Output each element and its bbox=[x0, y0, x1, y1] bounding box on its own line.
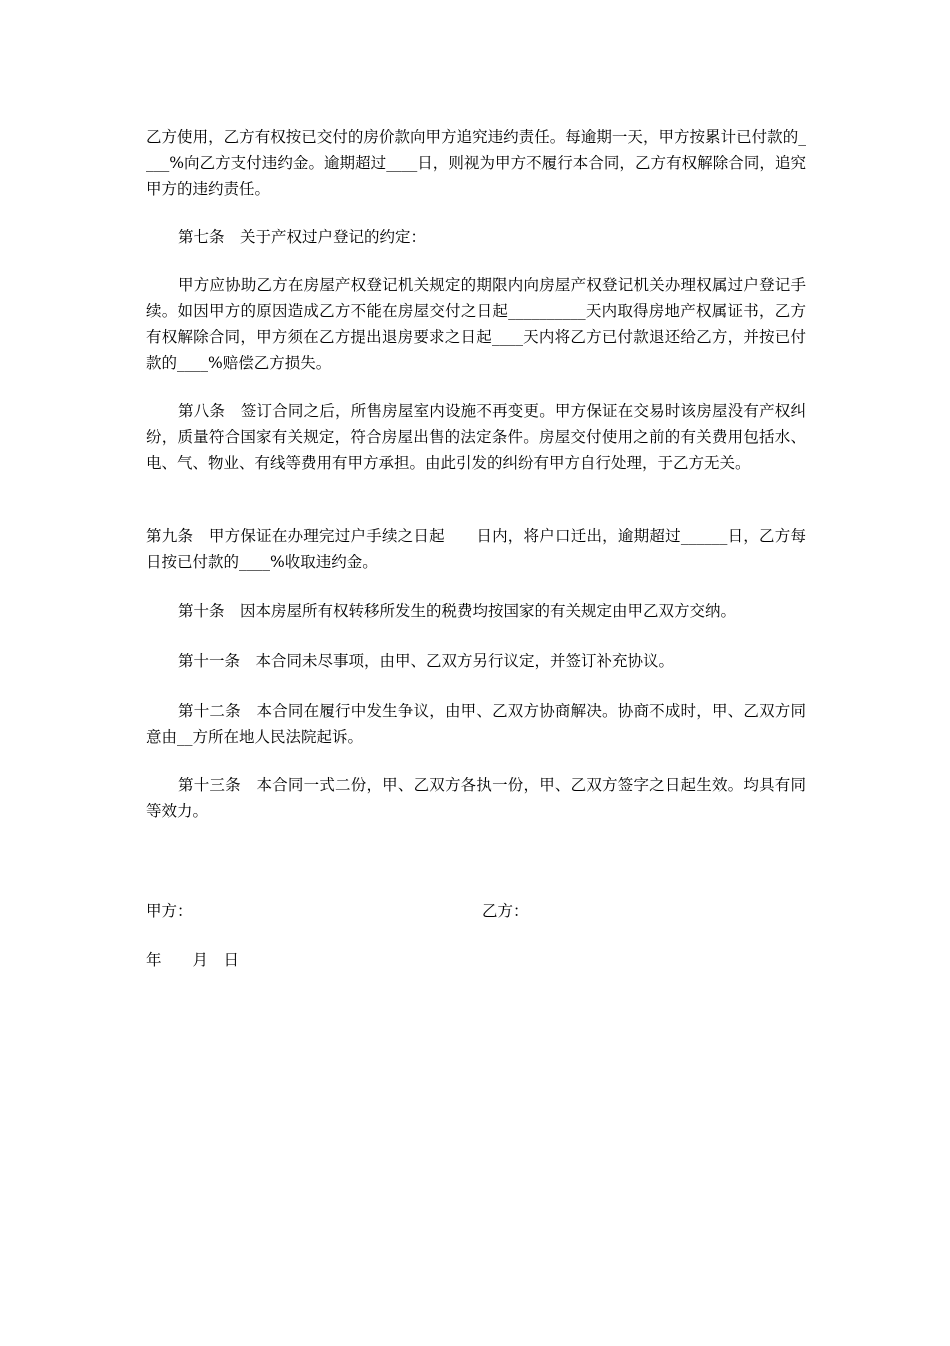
paragraph-clause-7-body: 甲方应协助乙方在房屋产权登记机关规定的期限内向房屋产权登记机关办理权属过户登记手续。如因甲方的原因造成乙方不能在房屋交付之日起__________天内取得房地产权属证书，乙方有权解除合同，甲方须在乙方提出退房要求之日起____天内将乙方已付款退还给乙方，并按已付款的____%赔偿乙方损失。 bbox=[146, 276, 806, 372]
signature-party-b: 乙方： bbox=[482, 902, 529, 920]
paragraph-clause-12: 第十二条 本合同在履行中发生争议，由甲、乙双方协商解决。协商不成时，甲、乙双方同意由__方所在地人民法院起诉。 bbox=[146, 702, 806, 746]
signature-party-a: 甲方： bbox=[146, 902, 193, 920]
paragraph-clause-8: 第八条 签订合同之后，所售房屋室内设施不再变更。甲方保证在交易时该房屋没有产权纠纷，质量符合国家有关规定，符合房屋出售的法定条件。房屋交付使用之前的有关费用包括水、电、气、物业、有线等费用有甲方承担。由此引发的纠纷有甲方自行处理，于乙方无关。 bbox=[146, 402, 806, 472]
signature-date: 年 月 日 bbox=[146, 951, 240, 969]
paragraph-clause-13: 第十三条 本合同一式二份，甲、乙双方各执一份，甲、乙双方签字之日起生效。均具有同等效力。 bbox=[146, 776, 806, 820]
paragraph-clause-10: 第十条 因本房屋所有权转移所发生的税费均按国家的有关规定由甲乙双方交纳。 bbox=[178, 602, 737, 620]
paragraph-clause-11: 第十一条 本合同未尽事项，由甲、乙双方另行议定，并签订补充协议。 bbox=[178, 652, 675, 670]
paragraph-clause-6-continuation: 乙方使用，乙方有权按已交付的房价款向甲方追究违约责任。每逾期一天，甲方按累计已付款的____%向乙方支付违约金。逾期超过____日，则视为甲方不履行本合同，乙方有权解除合同，追究甲方的违约责任。 bbox=[146, 128, 806, 198]
paragraph-clause-9: 第九条 甲方保证在办理完过户手续之日起 日内，将户口迁出，逾期超过______日，乙方每日按已付款的____%收取违约金。 bbox=[146, 527, 806, 571]
paragraph-clause-7-title: 第七条 关于产权过户登记的约定： bbox=[178, 228, 427, 246]
